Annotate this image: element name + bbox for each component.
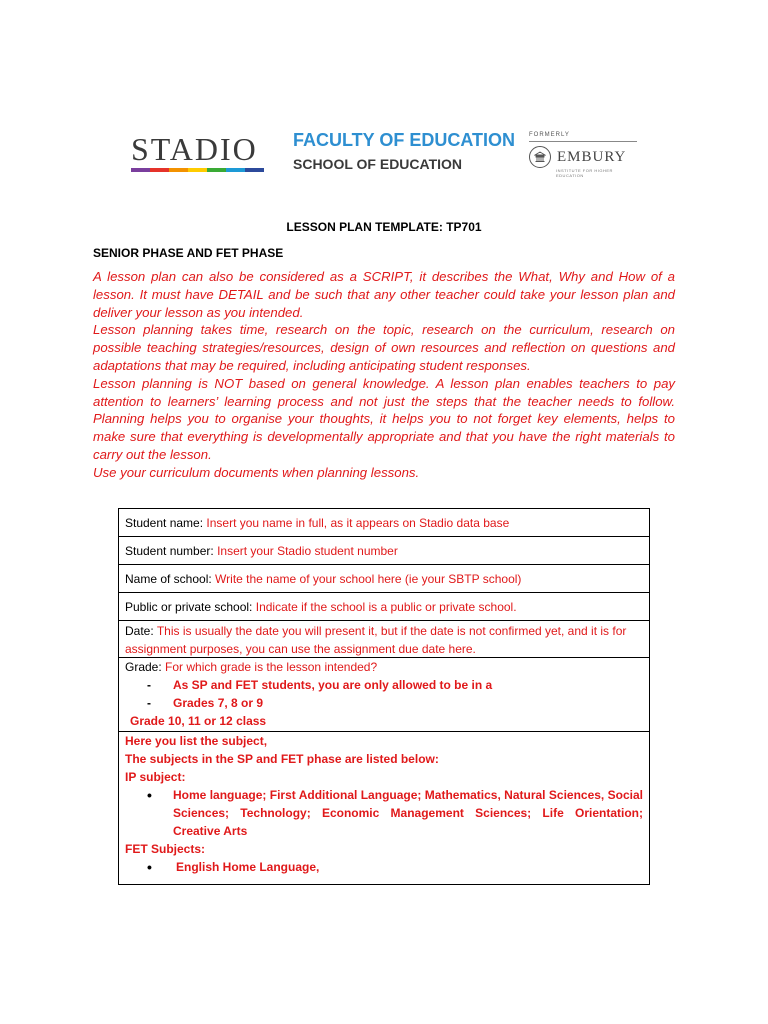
grade-value: For which grade is the lesson intended?	[165, 660, 378, 674]
date-value: This is usually the date you will present it, but if the date is not confirmed yet, and it is for assignment purposes, you can use the assignment due date here.	[125, 624, 627, 656]
lesson-plan-table	[118, 508, 650, 885]
student-number-label: Student number:	[125, 543, 218, 558]
faculty-title: FACULTY OF EDUCATION	[293, 130, 515, 150]
section-subtitle: SENIOR PHASE AND FET PHASE	[93, 246, 284, 260]
intro-paragraph: Lesson planning is NOT based on general knowledge. A lesson plan enables teachers to pay attention to learners’ learning process and not just the steps that the teacher needs to follow. Planning helps you to organise your thoughts, it helps you to not forget key elements, helps to make sure that everything is developmentally appropriate and that you have the right materials to carry out the lesson.	[93, 375, 675, 462]
page-header	[0, 128, 768, 178]
list-item	[125, 694, 643, 712]
date-label: Date:	[125, 624, 157, 638]
list-item	[125, 786, 643, 840]
embury-logo-text: EMBURY	[557, 148, 627, 165]
student-name-label: Student name:	[125, 515, 207, 530]
stadio-logo	[131, 132, 271, 172]
student-number-value: Insert your Stadio student number	[217, 543, 398, 558]
list-marker: -	[147, 696, 151, 710]
embury-tagline: INSTITUTE FOR HIGHER EDUCATION	[556, 168, 613, 178]
subject-line: The subjects in the SP and FET phase are listed below:	[125, 752, 439, 766]
list-item	[125, 858, 643, 876]
fet-subject-item: English Home Language,	[176, 860, 320, 874]
school-type-label: Public or private school:	[125, 599, 256, 614]
grade-label: Grade:	[125, 660, 166, 674]
grade-row[interactable]	[119, 658, 649, 732]
list-item	[125, 676, 643, 694]
stadio-logo-text: STADIO	[131, 131, 258, 167]
school-type-value: Indicate if the school is a public or private school.	[255, 599, 517, 614]
subject-line: Here you list the subject,	[125, 734, 268, 748]
date-row[interactable]	[119, 621, 649, 658]
bullet-marker: •	[147, 787, 152, 803]
stadio-color-bar	[131, 168, 264, 172]
school-name-value: Write the name of your school here (ie your SBTP school)	[215, 571, 522, 586]
school-type-row[interactable]	[119, 593, 649, 621]
fet-subject-label: FET Subjects:	[125, 842, 206, 856]
formerly-label: FORMERLY	[529, 132, 570, 138]
intro-paragraph: A lesson plan can also be considered as a SCRIPT, it describes the What, Why and How of a lesson. It must have DETAIL and be such that any other teacher could take your lesson plan and deliver your lesson as you intended.	[93, 269, 675, 320]
student-number-row[interactable]	[119, 537, 649, 565]
student-name-row[interactable]	[119, 509, 649, 537]
grade-item: As SP and FET students, you are only allowed to be in a	[173, 678, 493, 692]
embury-logo	[529, 132, 637, 178]
intro-paragraph: Lesson planning takes time, research on the topic, research on the curriculum, research on possible teaching strategies/resources, design of own resources and reflection on questions and adaptations that may be required, including anticipating student responses.	[93, 322, 675, 373]
student-name-value: Insert you name in full, as it appears on Stadio data base	[206, 515, 510, 530]
subject-row[interactable]	[119, 732, 649, 885]
grade-item: Grades 7, 8 or 9	[173, 696, 264, 710]
school-name-label: Name of school:	[125, 571, 216, 586]
ip-subject-list: Home language; First Additional Language; Mathematics, Natural Sciences, Social Sciences; Technology; Economic Management Sciences; Life Orientation; Creative Arts	[173, 788, 643, 838]
intro-paragraph: Use your curriculum documents when planning lessons.	[93, 464, 420, 480]
building-seal-icon	[529, 146, 551, 168]
intro-text	[93, 268, 675, 482]
school-title: SCHOOL OF EDUCATION	[293, 156, 463, 172]
embury-divider	[529, 141, 637, 142]
grade-tail: Grade 10, 11 or 12 class	[130, 714, 267, 728]
school-name-row[interactable]	[119, 565, 649, 593]
list-marker: -	[147, 678, 151, 692]
page-title: LESSON PLAN TEMPLATE: TP701	[286, 220, 482, 234]
bullet-marker: •	[147, 859, 152, 875]
ip-subject-label: IP subject:	[125, 770, 186, 784]
